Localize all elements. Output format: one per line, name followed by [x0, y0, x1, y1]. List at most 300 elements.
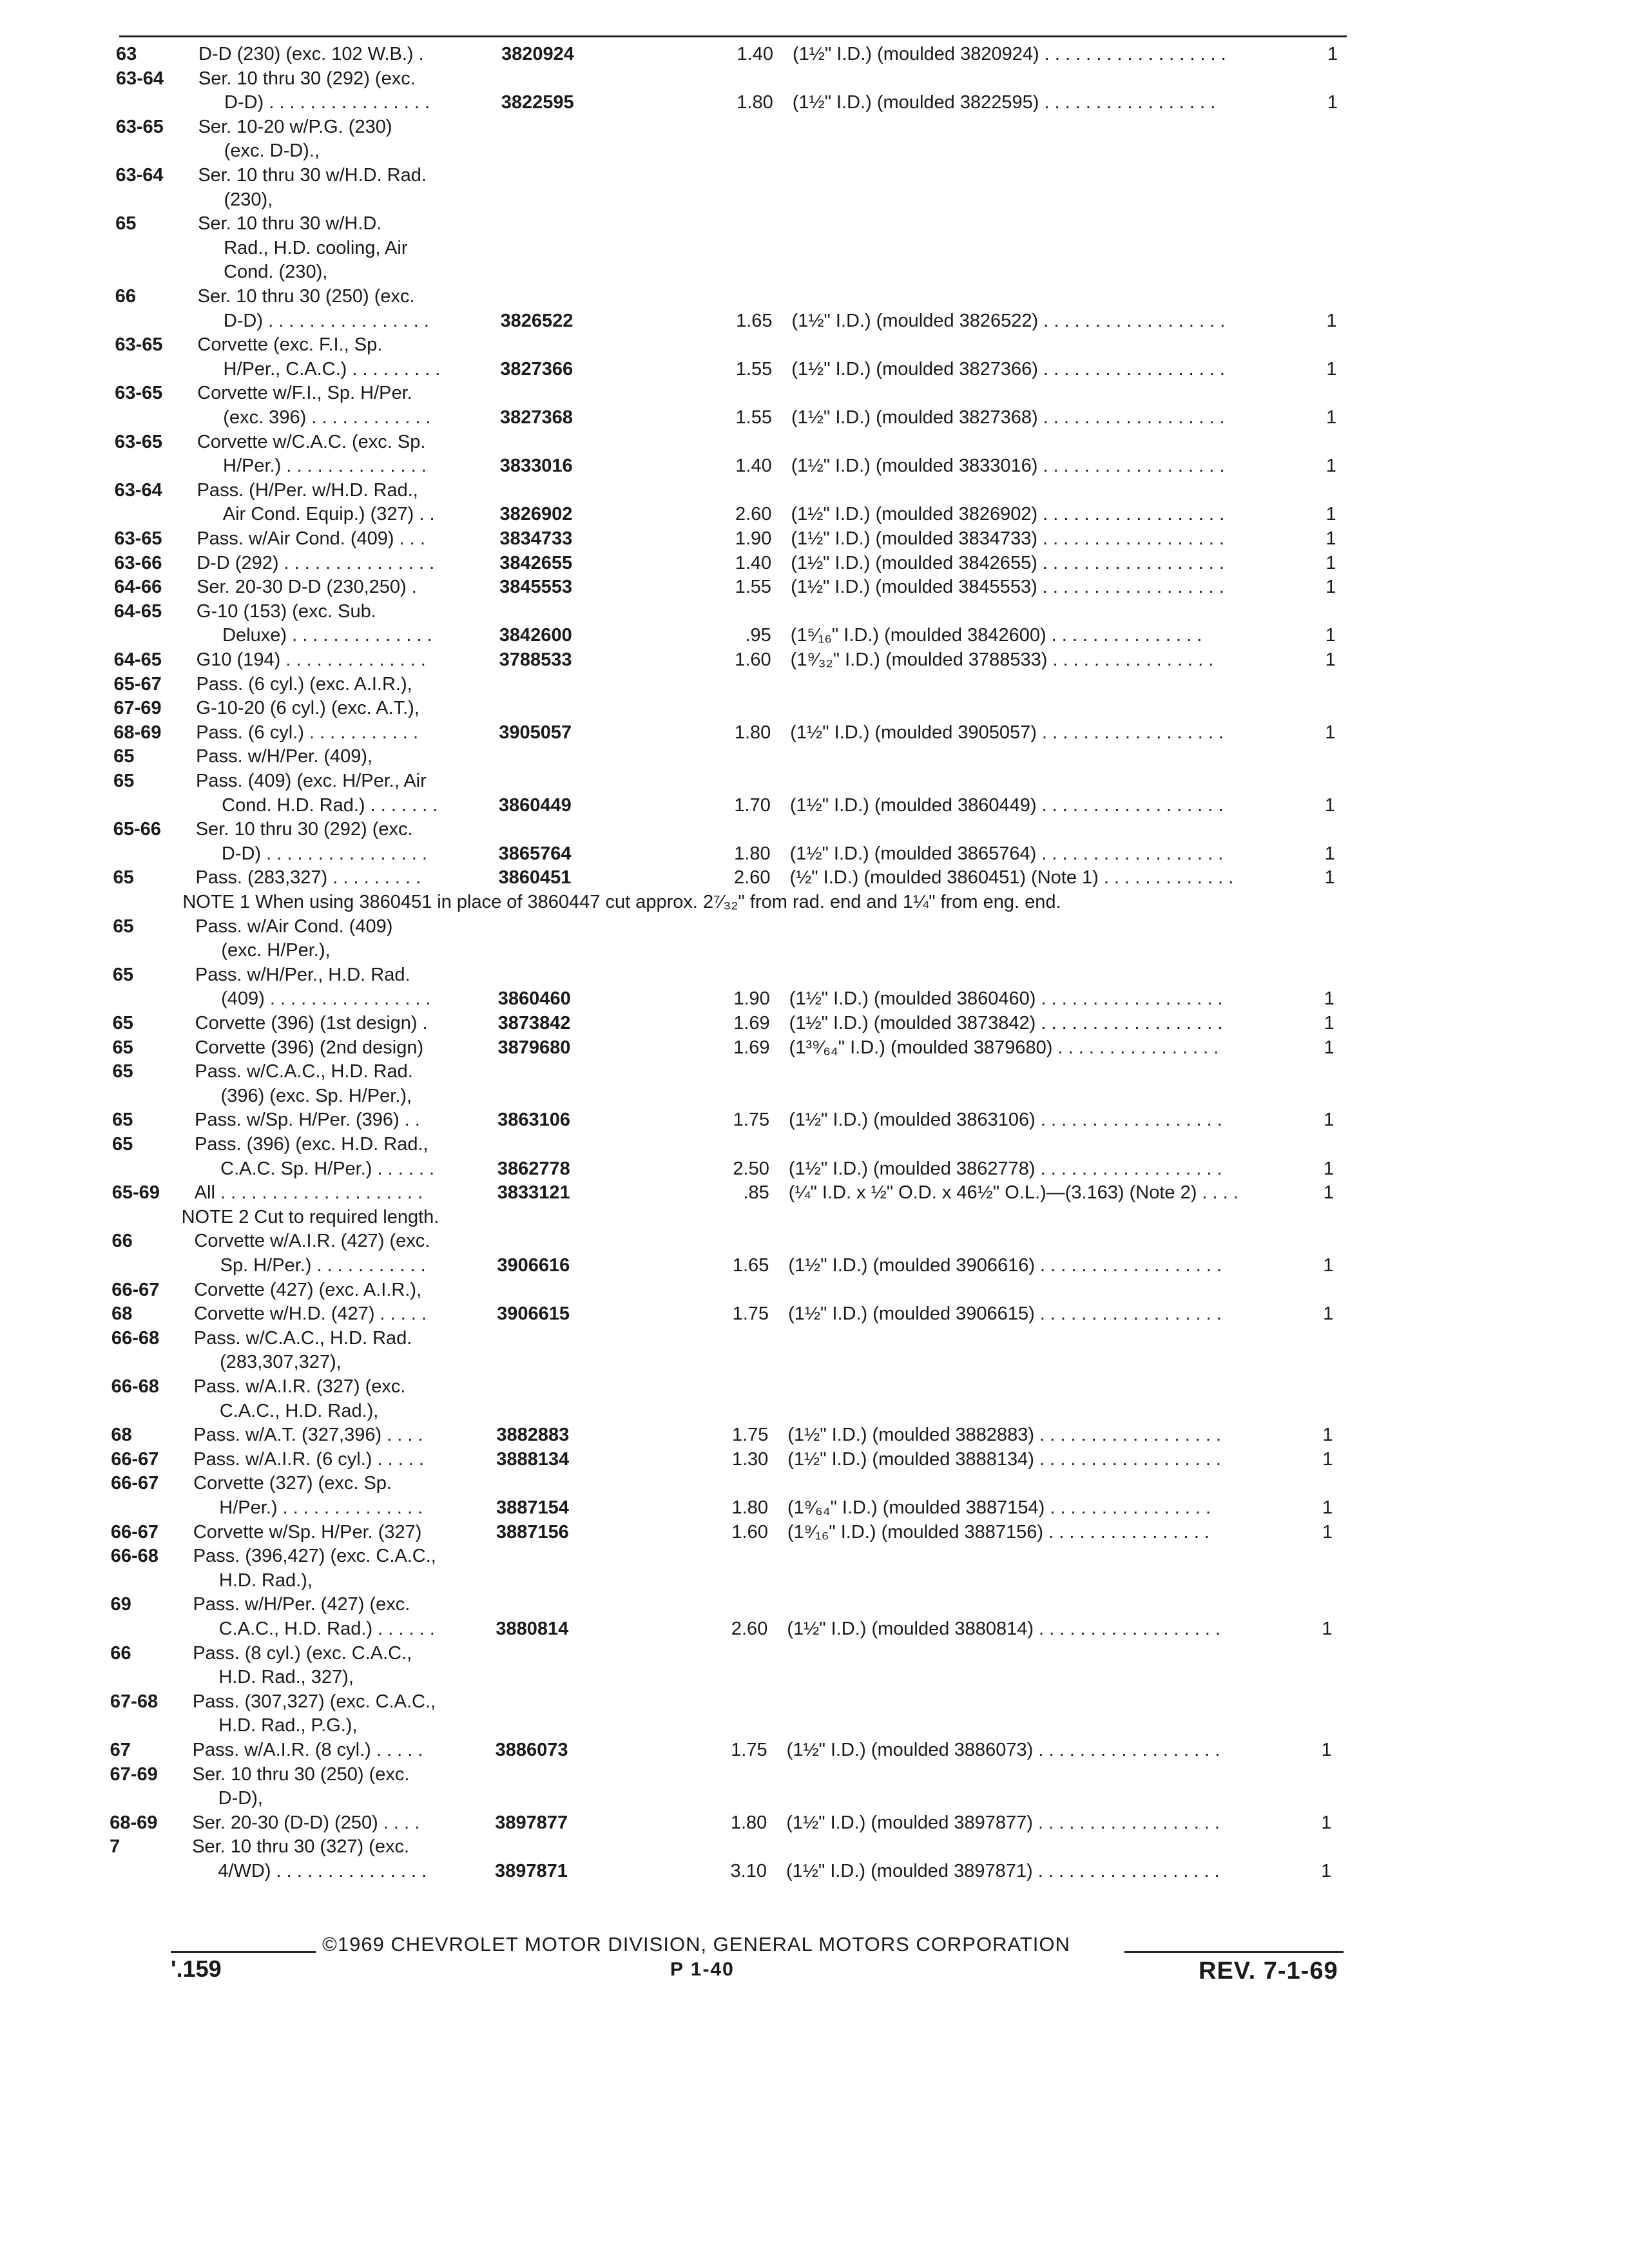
- application-cell: Pass. w/H/Per. (409),: [196, 746, 373, 767]
- table-row: [110, 1858, 1366, 1884]
- specification-cell: (1½" I.D.) (moulded 3860460) . . . . . . . . . . . . . . . . . .: [789, 988, 1223, 1010]
- specification-cell: (1½" I.D.) (moulded 3827368) . . . . . . . . . . . . . . . . . .: [791, 407, 1225, 428]
- part-number-cell: 3834733: [499, 528, 573, 549]
- specification-cell: (1½" I.D.) (moulded 3862778) . . . . . . . . . . . . . . . . . .: [788, 1158, 1222, 1179]
- length-cell: .95: [745, 625, 771, 646]
- quantity-cell: 1: [1326, 358, 1337, 380]
- part-number-cell: 3827368: [500, 407, 573, 428]
- quantity-cell: 1: [1324, 1013, 1335, 1033]
- table-row: [113, 1035, 1366, 1061]
- table-row: [115, 259, 1366, 285]
- year-cell: 65-69: [111, 1182, 160, 1204]
- part-number-cell: 3887154: [496, 1497, 569, 1518]
- specification-cell: (1½" I.D.) (moulded 3873842) . . . . . . . . . . . . . . . . . .: [789, 1013, 1223, 1033]
- quantity-cell: 1: [1327, 44, 1338, 64]
- table-row: [110, 1713, 1366, 1738]
- quantity-cell: 1: [1324, 988, 1335, 1010]
- year-cell: 65: [113, 916, 134, 937]
- application-cell: Pass. w/Air Cond. (409): [195, 916, 393, 937]
- part-number-cell: 3906616: [497, 1255, 570, 1276]
- year-cell: 67-69: [110, 1763, 158, 1785]
- year-cell: 63-65: [114, 431, 163, 452]
- year-cell: 66: [110, 1642, 131, 1664]
- table-row: [113, 1010, 1366, 1036]
- year-cell: 66-67: [111, 1448, 159, 1470]
- table-row: [116, 66, 1366, 91]
- application-cell: Corvette w/C.A.C. (exc. Sp.: [197, 431, 426, 452]
- table-row: [110, 1689, 1366, 1715]
- table-row: [114, 622, 1366, 648]
- table-row: [114, 526, 1366, 552]
- table-row: [111, 1495, 1366, 1521]
- application-cell: Ser. 10 thru 30 w/H.D. Rad.: [198, 165, 427, 186]
- length-cell: 2.60: [735, 504, 772, 525]
- application-cell: (exc. H/Per.),: [195, 940, 331, 961]
- table-row: [115, 380, 1366, 406]
- table-row: [115, 356, 1366, 382]
- application-cell: H/Per.) . . . . . . . . . . . . . .: [193, 1497, 423, 1518]
- application-cell: H/Per.) . . . . . . . . . . . . . .: [197, 456, 427, 477]
- quantity-cell: 1: [1325, 552, 1336, 573]
- table-row: [111, 1398, 1366, 1424]
- application-cell: Pass. w/Air Cond. (409) . . .: [197, 528, 425, 549]
- table-row: [114, 550, 1366, 576]
- table-row: [110, 1785, 1366, 1811]
- application-cell: Ser. 10 thru 30 (292) (exc.: [198, 68, 416, 89]
- part-number-cell: 3860460: [497, 988, 571, 1010]
- specification-cell: (1½" I.D.) (moulded 3863106) . . . . . . . . . . . . . . . . . .: [789, 1110, 1222, 1131]
- table-row: [112, 1156, 1366, 1182]
- application-cell: Ser. 10-20 w/P.G. (230): [198, 116, 392, 137]
- quantity-cell: 1: [1323, 1303, 1334, 1325]
- table-row: [115, 332, 1366, 358]
- footer-rule-right: [1124, 1951, 1344, 1953]
- catalog-note: NOTE 2 Cut to required length.: [181, 1206, 439, 1227]
- part-number-cell: 3886073: [495, 1740, 568, 1760]
- application-cell: Pass. w/A.I.R. (8 cyl.) . . . . .: [192, 1740, 423, 1760]
- application-cell: D-D),: [192, 1788, 263, 1809]
- length-cell: 1.80: [734, 722, 771, 743]
- part-number-cell: 3882883: [496, 1425, 570, 1446]
- part-number-cell: 3827366: [500, 358, 574, 380]
- year-cell: 66-67: [111, 1279, 160, 1300]
- year-cell: 67-69: [113, 698, 162, 719]
- quantity-cell: 1: [1324, 1110, 1335, 1131]
- quantity-cell: 1: [1321, 1812, 1332, 1833]
- part-number-cell: 3880814: [496, 1619, 569, 1639]
- table-row: [115, 429, 1366, 455]
- quantity-cell: 1: [1326, 407, 1337, 428]
- quantity-cell: 1: [1324, 794, 1335, 816]
- table-row: [111, 1568, 1366, 1593]
- length-cell: .85: [743, 1182, 769, 1204]
- year-cell: 63-64: [115, 68, 164, 89]
- application-cell: (exc. 396) . . . . . . . . . . . .: [197, 407, 431, 428]
- application-cell: Pass. (H/Per. w/H.D. Rad.,: [197, 479, 418, 501]
- table-row: [111, 1277, 1366, 1303]
- year-cell: 65-67: [113, 673, 162, 695]
- application-cell: Pass. (6 cyl.) . . . . . . . . . . .: [196, 722, 419, 743]
- application-cell: Pass. (396,427) (exc. C.A.C.,: [193, 1546, 436, 1567]
- application-cell: D-D (230) (exc. 102 W.B.) .: [198, 44, 424, 64]
- table-row: [113, 865, 1366, 890]
- application-cell: Corvette (396) (2nd design): [195, 1037, 424, 1058]
- application-cell: Ser. 10 thru 30 (292) (exc.: [195, 819, 413, 840]
- application-cell: Ser. 10 thru 30 w/H.D.: [198, 213, 382, 235]
- part-number-cell: 3887156: [496, 1521, 569, 1542]
- top-rule: [119, 35, 1347, 37]
- application-cell: Pass. w/A.I.R. (327) (exc.: [193, 1376, 406, 1397]
- specification-cell: (1½" I.D.) (moulded 3833016) . . . . . . . . . . . . . . . . . .: [791, 456, 1225, 477]
- specification-cell: (1½" I.D.) (moulded 3886073) . . . . . . . . . . . . . . . . . .: [786, 1740, 1220, 1760]
- specification-cell: (1½" I.D.) (moulded 3842655) . . . . . . . . . . . . . . . . . .: [791, 552, 1224, 573]
- specification-cell: (1½" I.D.) (moulded 3860449) . . . . . . . . . . . . . . . . . .: [789, 794, 1224, 816]
- year-cell: 63-64: [114, 479, 162, 501]
- application-cell: Corvette w/F.I., Sp. H/Per.: [197, 383, 412, 404]
- length-cell: 1.90: [733, 988, 770, 1010]
- length-cell: 1.40: [735, 456, 772, 477]
- quantity-cell: 1: [1325, 722, 1336, 743]
- application-cell: Pass. w/H/Per. (427) (exc.: [193, 1594, 410, 1615]
- year-cell: 7: [110, 1836, 120, 1858]
- quantity-cell: 1: [1325, 456, 1336, 477]
- year-cell: 65: [112, 1061, 133, 1082]
- table-row: [113, 793, 1366, 818]
- table-row: [111, 1228, 1366, 1254]
- year-cell: 66-67: [111, 1473, 159, 1494]
- year-cell: 68: [111, 1303, 133, 1325]
- application-cell: H.D. Rad., P.G.),: [192, 1715, 358, 1736]
- quantity-cell: 1: [1325, 577, 1336, 598]
- application-cell: D-D) . . . . . . . . . . . . . . . .: [197, 310, 429, 331]
- application-cell: Pass. (396) (exc. H.D. Rad.,: [195, 1134, 429, 1155]
- year-cell: 64-65: [113, 649, 162, 670]
- year-cell: 65: [113, 771, 135, 791]
- part-number-cell: 3833016: [499, 456, 573, 477]
- part-number-cell: 3845553: [499, 577, 572, 598]
- table-row: [110, 1737, 1366, 1763]
- quantity-cell: 1: [1327, 92, 1338, 113]
- length-cell: 1.75: [732, 1303, 769, 1325]
- table-row: [110, 1664, 1366, 1690]
- application-cell: Ser. 10 thru 30 (327) (exc.: [192, 1836, 410, 1858]
- application-cell: Pass. w/H/Per., H.D. Rad.: [195, 964, 410, 985]
- application-cell: Rad., H.D. cooling, Air: [197, 237, 408, 258]
- part-number-cell: 3905057: [499, 722, 572, 743]
- table-row: [112, 1059, 1366, 1084]
- table-row: [111, 1543, 1366, 1569]
- length-cell: 1.40: [735, 552, 772, 573]
- year-cell: 68: [111, 1425, 132, 1446]
- application-cell: Corvette w/Sp. H/Per. (327): [193, 1521, 422, 1542]
- footer-copyright: ©1969 CHEVROLET MOTOR DIVISION, GENERAL MOTORS CORPORATION: [322, 1933, 1070, 1956]
- application-cell: Corvette (427) (exc. A.I.R.),: [194, 1279, 422, 1300]
- specification-cell: (1½" I.D.) (moulded 3845553) . . . . . . . . . . . . . . . . . .: [791, 577, 1224, 598]
- specification-cell: (1⁵⁄₁₆" I.D.) (moulded 3842600) . . . . . . . . . . . . . . .: [790, 625, 1202, 646]
- application-cell: H.D. Rad., 327),: [193, 1667, 354, 1688]
- specification-cell: (1⁹⁄₃₂" I.D.) (moulded 3788533) . . . . . . . . . . . . . . . .: [790, 649, 1214, 670]
- length-cell: 1.80: [730, 1812, 767, 1833]
- table-row: [115, 138, 1366, 164]
- table-row: [111, 1253, 1366, 1278]
- specification-cell: (1½" I.D.) (moulded 3880814) . . . . . . . . . . . . . . . . . .: [787, 1619, 1221, 1639]
- table-row: [110, 1591, 1366, 1617]
- quantity-cell: 1: [1324, 867, 1335, 889]
- specification-cell: (¼" I.D. x ½" O.D. x 46½" O.L.)—(3.163) (Note 2) . . . .: [788, 1182, 1239, 1204]
- specification-cell: (1½" I.D.) (moulded 3822595) . . . . . . . . . . . . . . . . .: [792, 92, 1216, 113]
- year-cell: 69: [110, 1594, 131, 1615]
- part-number-cell: 3833121: [497, 1182, 570, 1204]
- length-cell: 1.70: [734, 794, 771, 816]
- specification-cell: (1½" I.D.) (moulded 3882883) . . . . . . . . . . . . . . . . . .: [787, 1425, 1222, 1446]
- application-cell: D-D) . . . . . . . . . . . . . . . .: [195, 843, 427, 864]
- year-cell: 63-65: [115, 383, 163, 404]
- part-number-cell: 3897877: [495, 1812, 568, 1833]
- quantity-cell: 1: [1326, 310, 1337, 331]
- length-cell: 3.10: [730, 1861, 767, 1881]
- quantity-cell: 1: [1322, 1425, 1333, 1446]
- table-row: [110, 1810, 1366, 1836]
- part-number-cell: 3860451: [498, 867, 572, 889]
- table-row: [111, 1422, 1366, 1448]
- part-number-cell: 3826902: [499, 504, 573, 525]
- quantity-cell: 1: [1325, 625, 1336, 646]
- application-cell: G-10-20 (6 cyl.) (exc. A.T.),: [196, 698, 419, 719]
- quantity-cell: 1: [1325, 649, 1336, 670]
- table-row: [115, 187, 1366, 213]
- application-cell: Ser. 20-30 D-D (230,250) .: [197, 577, 417, 598]
- table-row: [115, 477, 1366, 503]
- length-cell: 2.50: [733, 1158, 769, 1179]
- quantity-cell: 1: [1321, 1861, 1332, 1881]
- application-cell: G-10 (153) (exc. Sub.: [196, 601, 376, 622]
- specification-cell: (1½" I.D.) (moulded 3906615) . . . . . . . . . . . . . . . . . .: [788, 1303, 1222, 1325]
- length-cell: 1.60: [731, 1521, 768, 1542]
- application-cell: (230),: [198, 189, 273, 210]
- year-cell: 63-65: [115, 116, 164, 137]
- application-cell: Pass. w/A.I.R. (6 cyl.) . . . . .: [193, 1448, 424, 1470]
- page-number: '.159: [171, 1956, 222, 1982]
- specification-cell: (1⁹⁄₆₄" I.D.) (moulded 3887154) . . . . . . . . . . . . . . . .: [787, 1497, 1211, 1518]
- quantity-cell: 1: [1322, 1448, 1333, 1470]
- length-cell: 2.60: [731, 1619, 768, 1639]
- year-cell: 66: [111, 1231, 133, 1252]
- table-row: [113, 744, 1366, 769]
- length-cell: 1.75: [733, 1110, 770, 1131]
- year-cell: 68-69: [110, 1812, 158, 1833]
- application-cell: Corvette w/A.I.R. (427) (exc.: [194, 1231, 430, 1252]
- application-cell: Pass. (8 cyl.) (exc. C.A.C.,: [193, 1642, 412, 1664]
- application-cell: D-D (292) . . . . . . . . . . . . . . .: [197, 552, 435, 573]
- year-cell: 66-68: [111, 1376, 159, 1397]
- specification-cell: (1½" I.D.) (moulded 3905057) . . . . . . . . . . . . . . . . . .: [790, 722, 1224, 743]
- length-cell: 1.80: [731, 1497, 768, 1518]
- application-cell: C.A.C., H.D. Rad.) . . . . . .: [193, 1619, 435, 1639]
- table-row: [114, 599, 1366, 624]
- application-cell: Corvette w/H.D. (427) . . . . .: [194, 1303, 427, 1325]
- year-cell: 67: [110, 1740, 131, 1760]
- application-cell: All . . . . . . . . . . . . . . . . . . . .: [194, 1182, 423, 1204]
- part-number-cell: 3863106: [497, 1110, 571, 1131]
- length-cell: 1.60: [735, 649, 771, 670]
- specification-cell: (1⁹⁄₁₆" I.D.) (moulded 3887156) . . . . . . . . . . . . . . . .: [787, 1521, 1210, 1542]
- application-cell: Pass. (6 cyl.) (exc. A.I.R.),: [196, 673, 412, 695]
- application-cell: Pass. w/A.T. (327,396) . . . .: [193, 1425, 423, 1446]
- quantity-cell: 1: [1321, 1740, 1332, 1760]
- table-row: [113, 695, 1366, 721]
- application-cell: Corvette (327) (exc. Sp.: [193, 1473, 392, 1494]
- specification-cell: (1½" I.D.) (moulded 3865764) . . . . . . . . . . . . . . . . . .: [789, 843, 1224, 864]
- specification-cell: (1½" I.D.) (moulded 3826902) . . . . . . . . . . . . . . . . . .: [791, 504, 1225, 525]
- application-cell: Pass. (307,327) (exc. C.A.C.,: [192, 1691, 436, 1712]
- application-cell: C.A.C., H.D. Rad.),: [193, 1400, 379, 1421]
- table-row: [112, 1131, 1366, 1157]
- page-reference: P 1-40: [670, 1959, 735, 1980]
- quantity-cell: 1: [1322, 1619, 1333, 1639]
- part-number-cell: 3897871: [495, 1861, 568, 1881]
- part-number-cell: 3788533: [499, 649, 572, 670]
- year-cell: 66-68: [110, 1546, 159, 1567]
- table-row: [110, 1616, 1366, 1642]
- length-cell: 1.55: [735, 407, 772, 428]
- year-cell: 66: [115, 286, 136, 307]
- application-cell: Pass. w/C.A.C., H.D. Rad.: [195, 1061, 413, 1082]
- year-cell: 63-64: [115, 165, 164, 186]
- year-cell: 67-68: [110, 1691, 159, 1712]
- footer-rule-left: [171, 1951, 316, 1953]
- table-row: [113, 720, 1366, 745]
- table-row: [112, 1083, 1366, 1109]
- application-cell: (409) . . . . . . . . . . . . . . . .: [195, 988, 431, 1010]
- quantity-cell: 1: [1323, 1182, 1334, 1204]
- specification-cell: (1½" I.D.) (moulded 3834733) . . . . . . . . . . . . . . . . . .: [791, 528, 1225, 549]
- length-cell: 1.75: [731, 1740, 767, 1760]
- application-cell: Pass. w/Sp. H/Per. (396) . .: [195, 1110, 420, 1131]
- table-row: [111, 1519, 1366, 1545]
- part-number-cell: 3842655: [499, 552, 573, 573]
- specification-cell: (1½" I.D.) (moulded 3827366) . . . . . . . . . . . . . . . . . .: [791, 358, 1225, 380]
- application-cell: Pass. w/C.A.C., H.D. Rad.: [193, 1327, 412, 1349]
- table-row: [113, 962, 1366, 988]
- length-cell: 1.65: [736, 310, 773, 331]
- table-row: [115, 211, 1366, 236]
- table-row: [114, 671, 1366, 697]
- table-row: [116, 41, 1366, 67]
- year-cell: 63: [116, 44, 137, 64]
- application-cell: (exc. D-D).,: [198, 140, 320, 162]
- specification-cell: (1½" I.D.) (moulded 3906616) . . . . . . . . . . . . . . . . . .: [788, 1255, 1222, 1276]
- length-cell: 1.40: [737, 44, 773, 64]
- table-row: [114, 574, 1366, 600]
- year-cell: 65: [112, 1110, 133, 1131]
- part-number-cell: 3842600: [499, 625, 572, 646]
- application-cell: Corvette (396) (1st design) .: [195, 1013, 428, 1033]
- year-cell: 66-68: [111, 1327, 160, 1349]
- length-cell: 1.75: [731, 1425, 769, 1446]
- table-row: [111, 1374, 1366, 1399]
- table-row: [110, 1640, 1366, 1666]
- year-cell: 63-65: [114, 528, 162, 549]
- application-cell: Ser. 20-30 (D-D) (250) . . . .: [192, 1812, 420, 1833]
- part-number-cell: 3862778: [497, 1158, 570, 1179]
- application-cell: Cond. (230),: [197, 262, 328, 283]
- specification-cell: (1³⁹⁄₆₄" I.D.) (moulded 3879680) . . . . . . . . . . . . . . . .: [789, 1037, 1219, 1058]
- catalog-note: NOTE 1 When using 3860451 in place of 3860447 cut approx. 2⁷⁄₃₂" from rad. end and 1¼" from eng. end.: [182, 892, 1061, 912]
- year-cell: 65: [113, 746, 135, 767]
- application-cell: Corvette (exc. F.I., Sp.: [197, 334, 383, 356]
- year-cell: 63-66: [114, 552, 162, 573]
- application-cell: H.D. Rad.),: [193, 1570, 313, 1591]
- part-number-cell: 3906615: [497, 1303, 570, 1325]
- revision-date: REV. 7-1-69: [1199, 1957, 1338, 1984]
- table-row: [114, 501, 1366, 527]
- table-row: [115, 284, 1366, 309]
- application-cell: H/Per., C.A.C.) . . . . . . . . .: [197, 358, 441, 380]
- table-row: [115, 453, 1366, 479]
- length-cell: 1.65: [732, 1255, 769, 1276]
- application-cell: G10 (194) . . . . . . . . . . . . . .: [196, 649, 426, 670]
- quantity-cell: 1: [1325, 504, 1336, 525]
- table-row: [110, 1834, 1366, 1860]
- application-cell: Air Cond. Equip.) (327) . .: [197, 504, 435, 525]
- length-cell: 1.69: [733, 1013, 770, 1033]
- part-number-cell: 3826522: [500, 310, 574, 331]
- year-cell: 65: [112, 1037, 133, 1058]
- table-row: [111, 1325, 1366, 1351]
- specification-cell: (½" I.D.) (moulded 3860451) (Note 1) . . . . . . . . . . . . .: [789, 867, 1234, 889]
- year-cell: 68-69: [113, 722, 162, 743]
- specification-cell: (1½" I.D.) (moulded 3826522) . . . . . . . . . . . . . . . . . .: [791, 310, 1226, 331]
- part-number-cell: 3865764: [498, 843, 572, 864]
- table-row: [113, 986, 1366, 1012]
- table-row: [115, 235, 1366, 261]
- table-row: [111, 1470, 1366, 1496]
- quantity-cell: 1: [1323, 1158, 1334, 1179]
- table-row: [111, 1446, 1366, 1472]
- specification-cell: (1½" I.D.) (moulded 3897871) . . . . . . . . . . . . . . . . . .: [786, 1861, 1220, 1881]
- length-cell: 1.80: [737, 92, 773, 113]
- length-cell: 1.30: [731, 1448, 769, 1470]
- quantity-cell: 1: [1325, 528, 1336, 549]
- year-cell: 65: [112, 964, 134, 985]
- application-cell: Sp. H/Per.) . . . . . . . . . . .: [194, 1255, 426, 1276]
- part-number-cell: 3822595: [501, 92, 574, 113]
- quantity-cell: 1: [1322, 1497, 1333, 1518]
- quantity-cell: 1: [1324, 843, 1335, 864]
- specification-cell: (1½" I.D.) (moulded 3820924) . . . . . . . . . . . . . . . . . .: [793, 44, 1226, 64]
- length-cell: 1.90: [735, 528, 772, 549]
- table-row: [116, 90, 1366, 115]
- year-cell: 65: [113, 867, 134, 889]
- table-row: [115, 308, 1366, 334]
- application-cell: 4/WD) . . . . . . . . . . . . . . .: [192, 1861, 427, 1881]
- table-row: [112, 1107, 1366, 1133]
- length-cell: 2.60: [734, 867, 771, 889]
- table-row: [111, 1301, 1366, 1327]
- year-cell: 65: [115, 213, 137, 235]
- application-cell: D-D) . . . . . . . . . . . . . . . .: [198, 92, 430, 113]
- year-cell: 66-67: [110, 1521, 159, 1542]
- part-number-cell: 3888134: [496, 1448, 570, 1470]
- application-cell: Pass. (283,327) . . . . . . . . .: [195, 867, 421, 889]
- specification-cell: (1½" I.D.) (moulded 3888134) . . . . . . . . . . . . . . . . . .: [787, 1448, 1221, 1470]
- table-row: [113, 816, 1366, 842]
- application-cell: C.A.C. Sp. H/Per.) . . . . . .: [194, 1158, 435, 1179]
- quantity-cell: 1: [1322, 1521, 1333, 1542]
- table-row: [113, 841, 1366, 867]
- part-number-cell: 3879680: [497, 1037, 571, 1058]
- part-number-cell: 3873842: [497, 1013, 571, 1033]
